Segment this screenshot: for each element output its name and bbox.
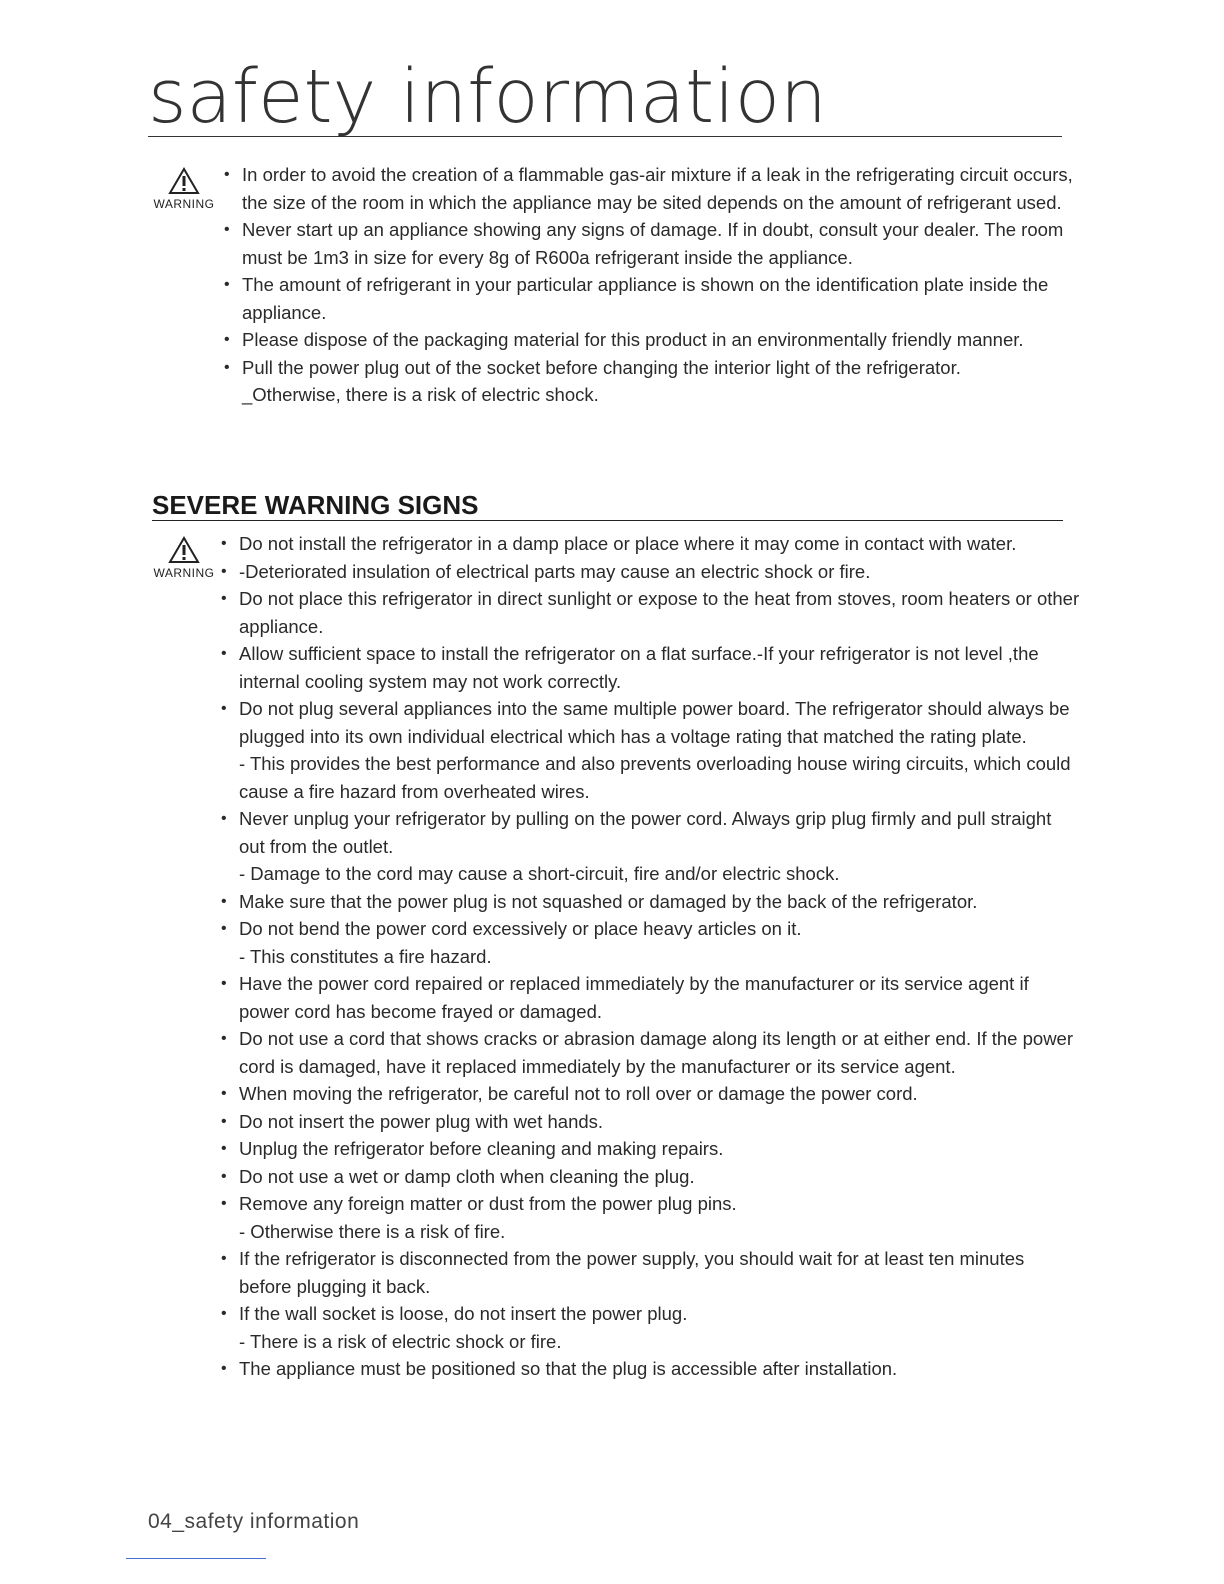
list-item-text: Never start up an appliance showing any signs of damage. If in doubt, consult your dealer. The room must be 1m3 in size for every 8g of R600a refrigerant inside the appliance. xyxy=(242,219,1064,268)
list-item-note: - This constitutes a fire hazard. xyxy=(239,945,492,967)
list-item-text: Make sure that the power plug is not squashed or damaged by the back of the refrigerator. xyxy=(239,890,978,912)
list-item xyxy=(221,1163,1081,1191)
list-item xyxy=(221,970,1081,1025)
list-item-text: When moving the refrigerator, be careful not to roll over or damage the power cord. xyxy=(239,1083,918,1104)
page-footer: 04_safety information xyxy=(148,1510,360,1533)
list-item-text: Unplug the refrigerator before cleaning and making repairs. xyxy=(239,1138,724,1159)
page-title: safety information xyxy=(148,62,1062,137)
list-item xyxy=(221,888,1081,916)
list-item-text: Do not insert the power plug with wet hands. xyxy=(239,1110,604,1132)
list-item xyxy=(224,161,1074,216)
list-item-text: Never unplug your refrigerator by pulling on the power cord. Always grip plug firmly and pull straight out from the outlet. xyxy=(239,808,1052,857)
list-item xyxy=(221,640,1081,695)
list-item-text: Do not bend the power cord excessively or place heavy articles on it. xyxy=(239,918,802,939)
list-item-text: -Deteriorated insulation of electrical parts may cause an electric shock or fire. xyxy=(239,560,871,582)
list-item xyxy=(221,1190,1081,1245)
list-item xyxy=(221,915,1081,970)
list-item-note: - There is a risk of electric shock or fire. xyxy=(239,1330,562,1352)
severe-warning-list xyxy=(221,530,1081,1383)
list-item xyxy=(221,1025,1081,1080)
warning-label: WARNING xyxy=(153,566,215,580)
footer-rule xyxy=(126,1558,266,1559)
list-item xyxy=(221,1245,1081,1300)
list-item-text: If the wall socket is loose, do not insert the power plug. xyxy=(239,1303,688,1324)
list-item-text: Do not use a wet or damp cloth when cleaning the plug. xyxy=(239,1165,695,1187)
list-item-note: - Damage to the cord may cause a short-circuit, fire and/or electric shock. xyxy=(239,863,840,884)
warning-triangle-icon xyxy=(167,166,201,196)
list-item-text: Do not install the refrigerator in a damp place or place where it may come in contact with water. xyxy=(239,533,1017,554)
list-item-note: - Otherwise there is a risk of fire. xyxy=(239,1220,506,1242)
list-item xyxy=(221,1080,1081,1108)
list-item-text: Do not use a cord that shows cracks or abrasion damage along its length or at either end. If the power cord is damaged, have it replaced immediately by the manufacturer or its service agent. xyxy=(239,1028,1073,1077)
list-item xyxy=(221,1300,1081,1355)
warning-label: WARNING xyxy=(153,197,215,211)
list-item-text: Do not plug several appliances into the same multiple power board. The refrigerator should always be plugged into its own individual electrical which has a voltage rating that matched the rating plate. xyxy=(239,698,1070,747)
list-item xyxy=(221,695,1081,805)
list-item-note: - This provides the best performance and also prevents overloading house wiring circuits, which could cause a fire hazard from overheated wires. xyxy=(239,753,1071,802)
warning-badge xyxy=(148,166,220,211)
list-item xyxy=(221,558,1081,586)
list-item-text: Have the power cord repaired or replaced immediately by the manufacturer or its service agent if power cord has become frayed or damaged. xyxy=(239,973,1029,1022)
list-item xyxy=(221,1355,1081,1383)
list-item-text: Please dispose of the packaging material for this product in an environmentally friendly manner. xyxy=(242,329,1024,350)
list-item xyxy=(224,216,1074,271)
list-item-text: In order to avoid the creation of a flammable gas-air mixture if a leak in the refrigerating circuit occurs, the size of the room in which the appliance may be sited depends on the amount of refrigerant used. xyxy=(242,164,1073,213)
list-item xyxy=(221,1108,1081,1136)
list-item-text: Remove any foreign matter or dust from the power plug pins. xyxy=(239,1193,737,1214)
list-item xyxy=(221,805,1081,888)
list-item-text: Allow sufficient space to install the refrigerator on a flat surface.-If your refrigerator is not level ,the internal cooling system may not work correctly. xyxy=(239,643,1039,692)
list-item xyxy=(221,530,1081,558)
list-item-text: Do not place this refrigerator in direct sunlight or expose to the heat from stoves, room heaters or other appliance. xyxy=(239,588,1080,637)
list-item xyxy=(221,585,1081,640)
list-item xyxy=(224,271,1074,326)
list-item xyxy=(224,326,1074,354)
list-item-note: _Otherwise, there is a risk of electric shock. xyxy=(242,384,599,405)
warning-triangle-icon xyxy=(167,535,201,565)
list-item-text: Pull the power plug out of the socket before changing the interior light of the refrigerator. xyxy=(242,356,961,378)
list-item xyxy=(221,1135,1081,1163)
list-item-text: The amount of refrigerant in your particular appliance is shown on the identification plate inside the appliance. xyxy=(242,274,1049,323)
section-heading: SEVERE WARNING SIGNS xyxy=(152,490,1063,521)
list-item-text: If the refrigerator is disconnected from the power supply, you should wait for at least ten minutes before plugging it back. xyxy=(239,1248,1025,1297)
list-item-text: The appliance must be positioned so that the plug is accessible after installation. xyxy=(239,1358,898,1379)
warning-badge xyxy=(148,535,220,580)
safety-list xyxy=(224,161,1074,409)
list-item xyxy=(224,354,1074,409)
